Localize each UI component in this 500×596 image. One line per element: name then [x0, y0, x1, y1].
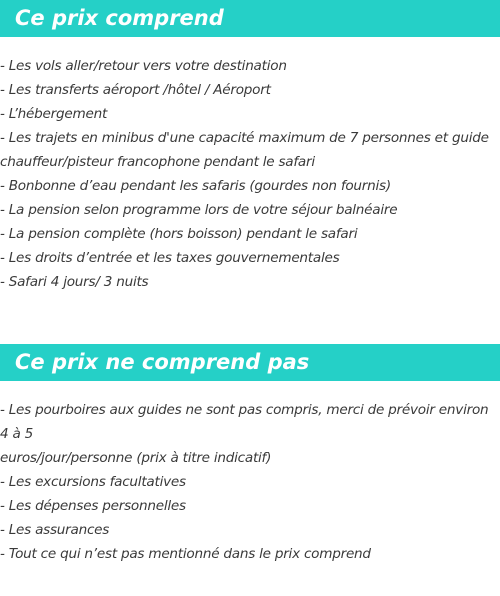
list-item: - Les excursions facultatives	[0, 474, 186, 490]
list-item: - Les assurances	[0, 522, 110, 538]
list-item: - La pension complète (hors boisson) pendant le safari	[0, 226, 358, 242]
list-item: - Tout ce qui n’est pas mentionné dans le prix comprend	[0, 546, 371, 562]
list-item: - Les droits d’entrée et les taxes gouvernementales	[0, 250, 340, 266]
included-list	[0, 54, 500, 294]
list-item-continuation: chauffeur/pisteur francophone pendant le safari	[0, 154, 315, 170]
excluded-section	[0, 344, 500, 562]
included-header-banner	[0, 0, 500, 37]
list-item: - Les pourboires aux guides ne sont pas compris, merci de prévoir environ 4 à 5	[0, 402, 489, 442]
list-item: - Safari 4 jours/ 3 nuits	[0, 274, 149, 290]
included-section	[0, 0, 500, 290]
excluded-header-banner	[0, 344, 500, 381]
excluded-list	[0, 398, 500, 566]
list-item: - L’hébergement	[0, 106, 108, 122]
list-item: - Les dépenses personnelles	[0, 498, 186, 514]
list-item: - Les trajets en minibus d'une capacité maximum de 7 personnes et guide	[0, 130, 489, 146]
list-item: - Bonbonne d’eau pendant les safaris (gourdes non fournis)	[0, 178, 391, 194]
list-item: - La pension selon programme lors de votre séjour balnéaire	[0, 202, 398, 218]
included-title: Ce prix comprend	[15, 6, 224, 30]
list-item: - Les vols aller/retour vers votre destination	[0, 58, 287, 74]
list-item-continuation: euros/jour/personne (prix à titre indicatif)	[0, 450, 272, 466]
excluded-title: Ce prix ne comprend pas	[15, 350, 310, 374]
list-item: - Les transferts aéroport /hôtel / Aéroport	[0, 82, 271, 98]
